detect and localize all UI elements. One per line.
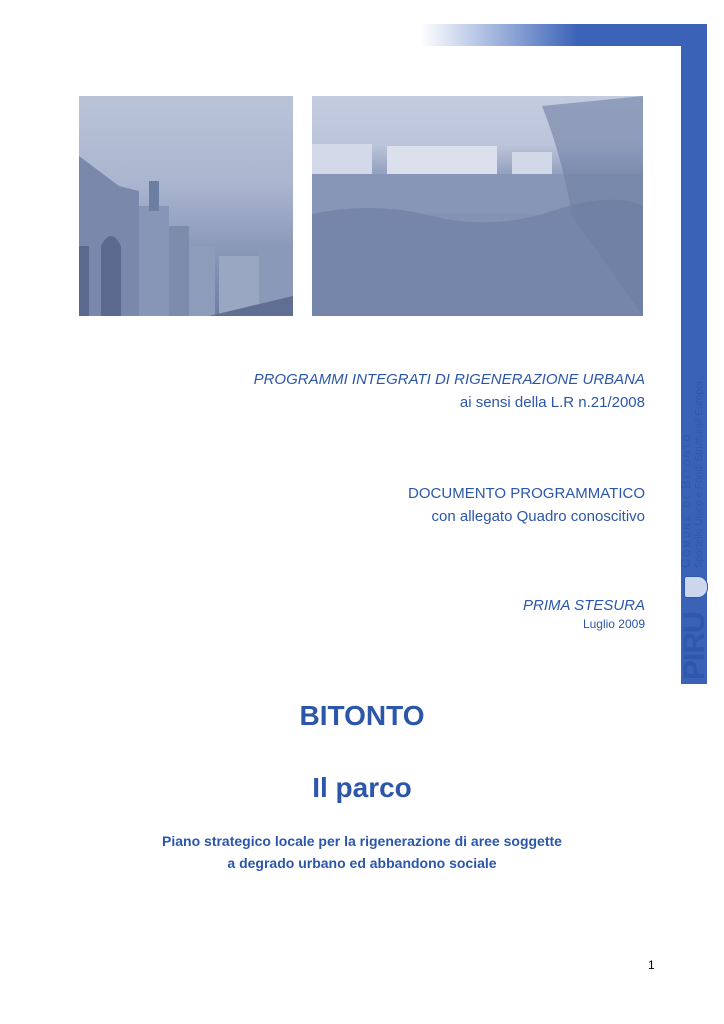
- piru-vertical-logo: [680, 360, 710, 680]
- page-number: 1: [648, 958, 655, 972]
- sportello-label: Sportello Unico e Fondi Strutturali Europei: [694, 381, 705, 568]
- draft-date: Luglio 2009: [582, 617, 645, 631]
- park-photo: [312, 96, 643, 316]
- description-line-2: a degrado urbano ed abbandono sociale: [227, 855, 497, 871]
- program-title: PROGRAMMI INTEGRATI DI RIGENERAZIONE URBANA: [253, 371, 645, 388]
- draft-label: PRIMA STESURA: [523, 597, 645, 614]
- page-title: BITONTO: [299, 700, 425, 731]
- document-title: DOCUMENTO PROGRAMMATICO: [408, 485, 645, 502]
- header-gradient-bar: [420, 24, 707, 46]
- document-subtitle: con allegato Quadro conoscitivo: [431, 508, 645, 525]
- comune-emblem-icon: [684, 576, 708, 598]
- comune-label: Comune di Bitonto: [678, 432, 693, 568]
- piru-logo-text: PIRU: [678, 612, 711, 680]
- park-illustration: [312, 96, 643, 316]
- description-line-1: Piano strategico locale per la rigenerazione di aree soggette: [162, 833, 562, 849]
- cathedral-photo: [79, 96, 293, 316]
- cathedral-illustration: [79, 96, 293, 316]
- page-subtitle: Il parco: [312, 772, 412, 803]
- program-law: ai sensi della L.R n.21/2008: [459, 394, 645, 411]
